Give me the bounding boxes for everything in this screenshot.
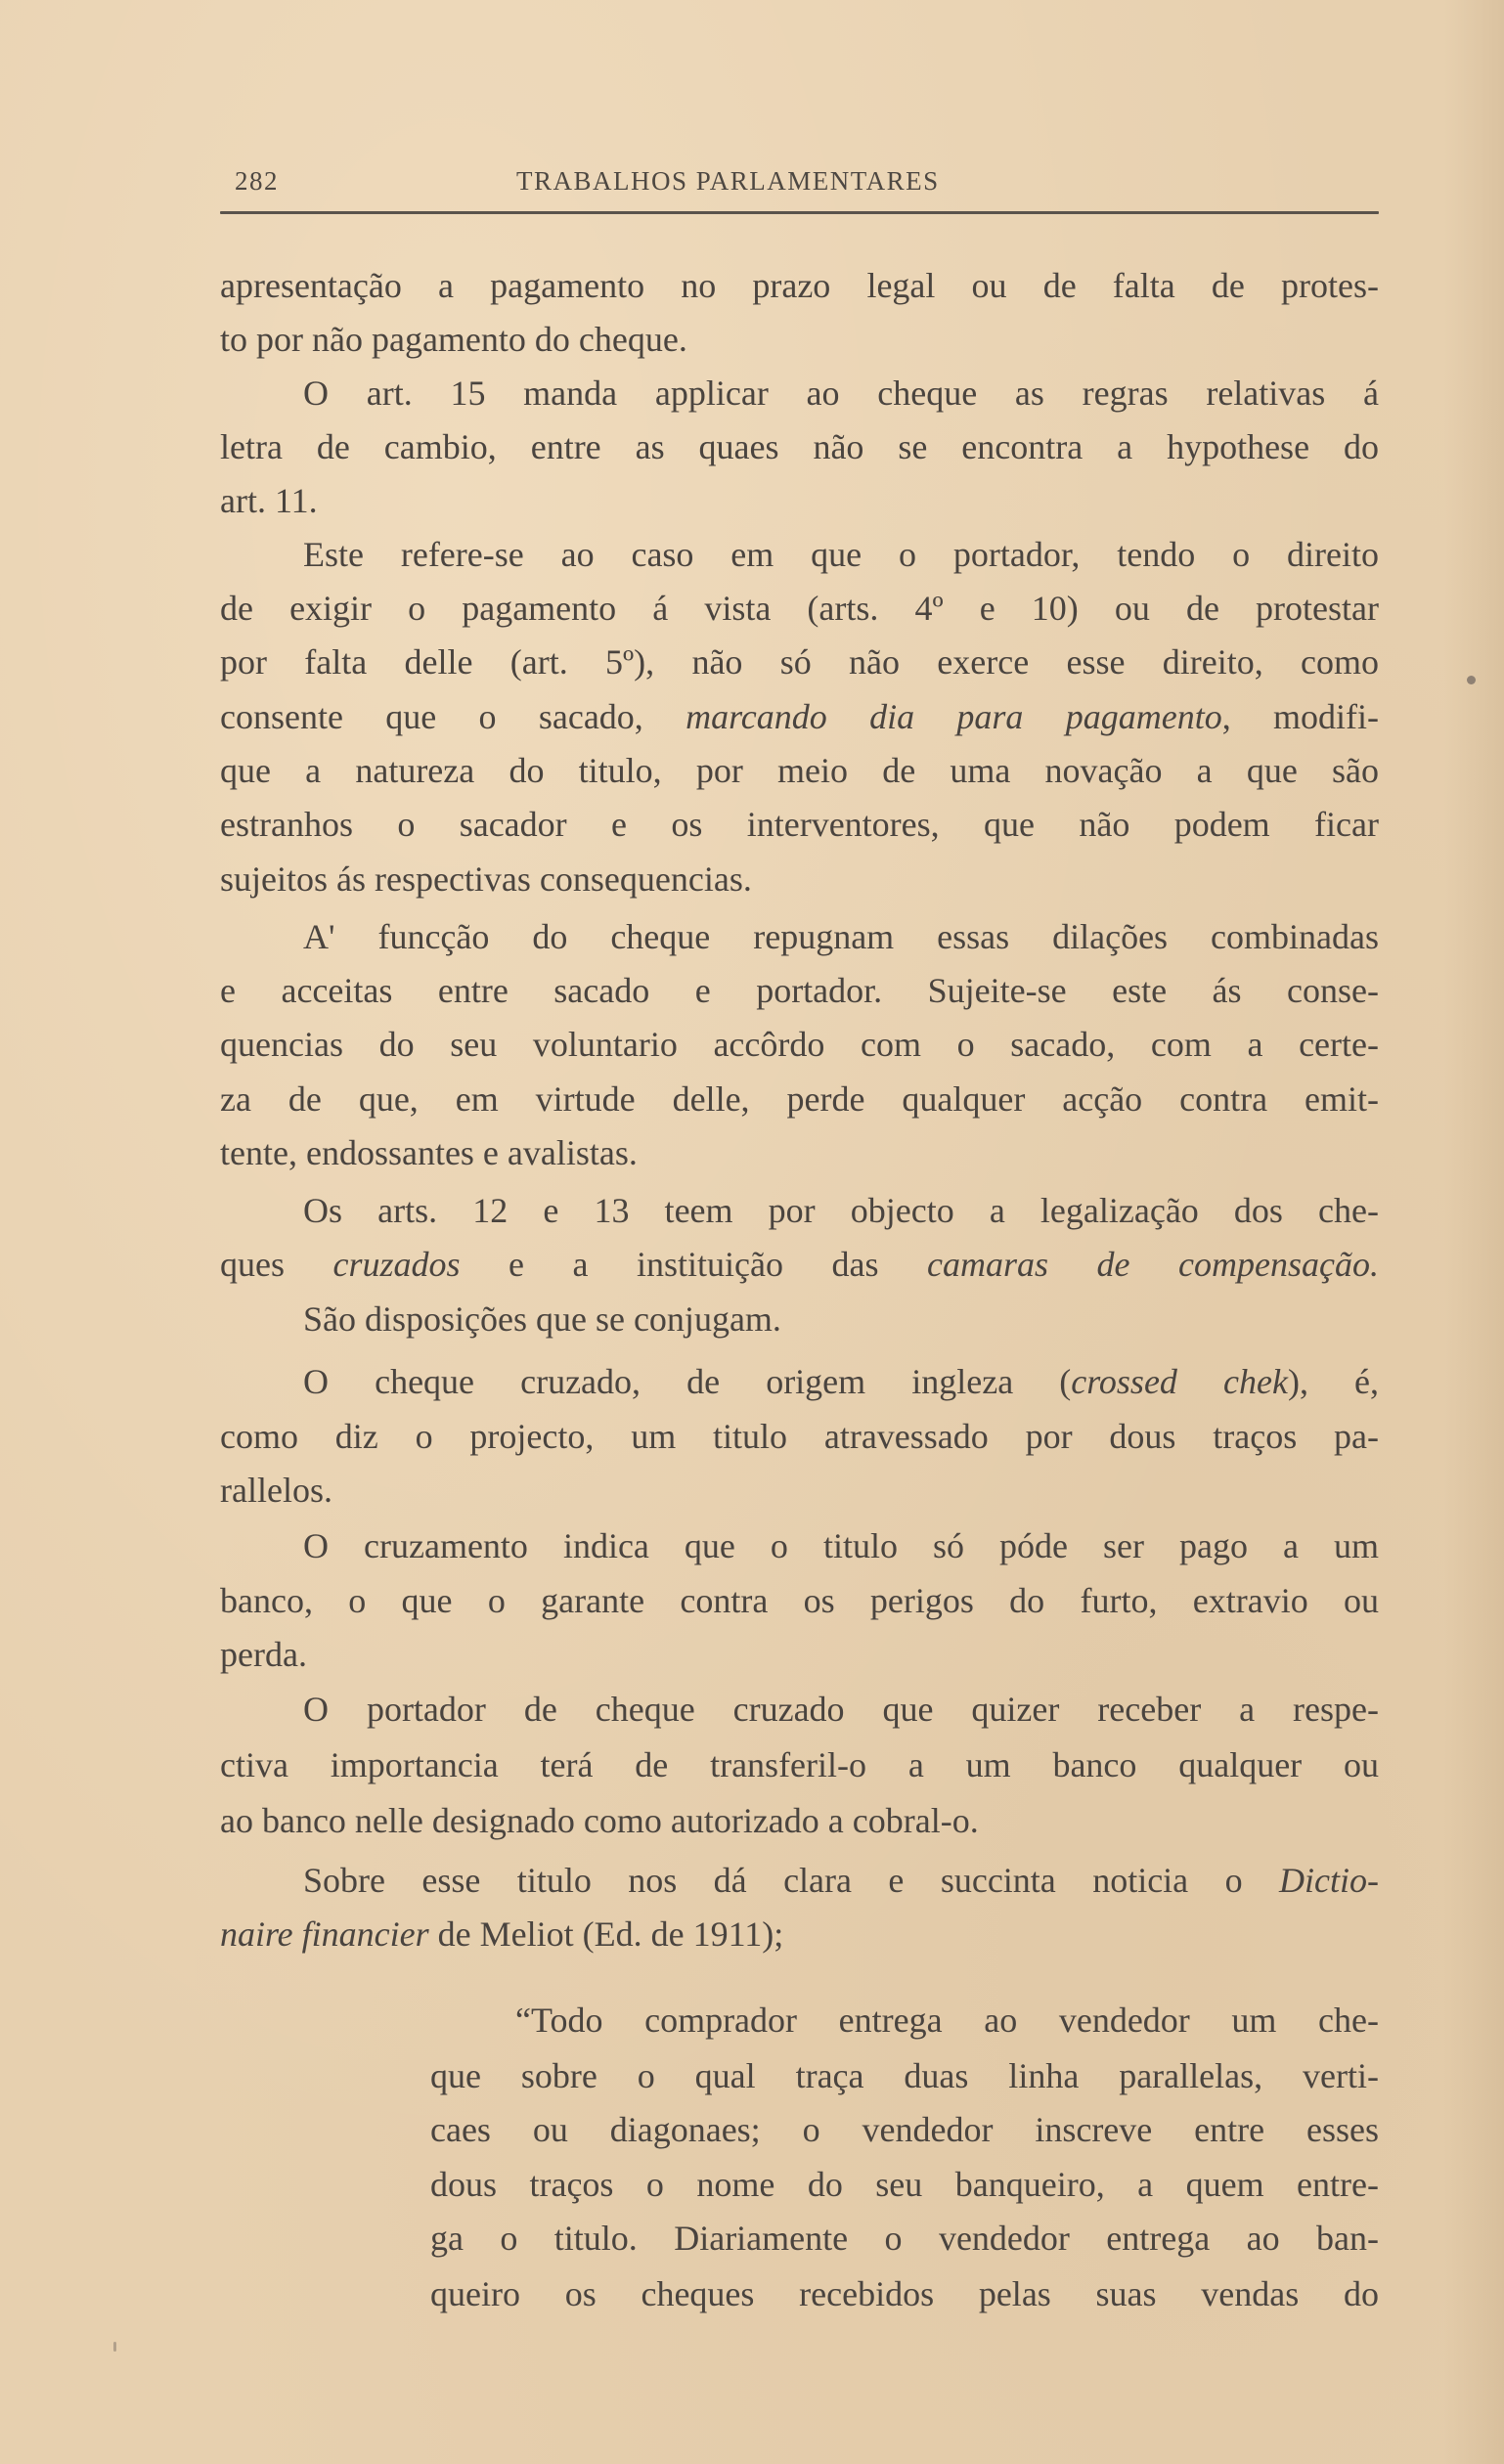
text-segment: , modifi-: [1221, 697, 1379, 736]
text-line: [220, 473, 1379, 528]
text-segment: sujeitos ás respectivas consequencias.: [220, 859, 752, 899]
text-line: [430, 2211, 1379, 2266]
text-line: [220, 1125, 1379, 1180]
italic-text: crossed chek: [1071, 1362, 1288, 1401]
text-segment: “Todo comprador entrega ao vendedor um che-: [515, 2001, 1379, 2040]
text-line: [220, 1463, 1379, 1518]
text-line: [430, 2266, 1379, 2321]
text-segment: O cruzamento indica que o titulo só póde ser pago a um: [303, 1526, 1379, 1565]
text-segment: e acceitas entre sacado e portador. Sujeite-se este ás conse-: [220, 971, 1379, 1010]
text-line: [220, 1409, 1379, 1464]
text-line: [220, 797, 1379, 852]
page-number: 282: [235, 166, 279, 196]
text-line: [220, 1907, 1379, 1961]
text-line: [220, 1627, 1379, 1682]
text-segment: e a instituição das: [460, 1245, 928, 1284]
text-line: [220, 581, 1379, 636]
text-segment: que a natureza do titulo, por meio de uma novação a que são: [220, 751, 1379, 790]
text-segment: consente que o sacado,: [220, 697, 686, 736]
text-line: [220, 1738, 1379, 1792]
text-segment: banco, o que o garante contra os perigos do furto, extravio ou: [220, 1581, 1379, 1620]
text-segment: perda.: [220, 1635, 307, 1674]
text-line: [220, 963, 1379, 1018]
text-segment: O art. 15 manda applicar ao cheque as regras relativas á: [303, 374, 1379, 413]
header-rule: [220, 211, 1379, 214]
text-line: [430, 2157, 1379, 2212]
text-segment: O portador de cheque cruzado que quizer receber a respe-: [303, 1690, 1379, 1729]
text-line: [303, 1183, 1379, 1238]
text-segment: queiro os cheques recebidos pelas suas vendas do: [430, 2274, 1379, 2313]
running-head: [235, 166, 1379, 205]
text-line: [220, 258, 1379, 313]
paper-speck: [1467, 676, 1476, 684]
italic-text: cruzados: [332, 1245, 461, 1284]
text-segment: Este refere-se ao caso em que o portador, tendo o direito: [303, 535, 1379, 574]
text-line: [220, 419, 1379, 474]
text-segment: art. 11.: [220, 481, 318, 520]
text-line: [303, 1853, 1379, 1908]
text-segment: za de que, em virtude delle, perde qualquer acção contra emit-: [220, 1079, 1379, 1119]
text-segment: to por não pagamento do cheque.: [220, 320, 687, 359]
text-line: [220, 1017, 1379, 1072]
text-line: [220, 1237, 1379, 1292]
text-line: [303, 909, 1379, 964]
text-line: [303, 366, 1379, 420]
text-line: [220, 1573, 1379, 1628]
text-segment: ga o titulo. Diariamente o vendedor entrega ao ban-: [430, 2219, 1379, 2258]
text-line: [303, 1354, 1379, 1409]
text-line: [303, 1518, 1379, 1573]
italic-text: camaras de compensação.: [927, 1245, 1379, 1284]
text-segment: ), é,: [1287, 1362, 1380, 1401]
text-segment: como diz o projecto, um titulo atravessado por dous traços pa-: [220, 1417, 1379, 1456]
text-segment: estranhos o sacador e os interventores, que não podem ficar: [220, 805, 1379, 844]
text-line: [220, 1793, 1379, 1848]
italic-text: Dictio-: [1279, 1861, 1379, 1900]
text-line: [303, 1292, 1379, 1346]
text-line: [303, 527, 1379, 582]
paper-speck: [113, 2342, 116, 2352]
text-line: [220, 852, 1379, 906]
running-title: TRABALHOS PARLAMENTARES: [516, 166, 940, 196]
text-segment: por falta delle (art. 5º), não só não exerce esse direito, como: [220, 642, 1379, 682]
text-line: [220, 312, 1379, 367]
text-segment: ctiva importancia terá de transferil-o a um banco qualquer ou: [220, 1745, 1379, 1784]
text-segment: que sobre o qual traça duas linha parallelas, verti-: [430, 2056, 1379, 2095]
italic-text: naire financier: [220, 1914, 429, 1954]
text-segment: Os arts. 12 e 13 teem por objecto a legalização dos che-: [303, 1191, 1379, 1230]
text-segment: A' funcção do cheque repugnam essas dilações combinadas: [303, 917, 1379, 956]
text-segment: letra de cambio, entre as quaes não se encontra a hypothese do: [220, 427, 1379, 466]
text-line: [220, 635, 1379, 689]
text-line: [220, 1072, 1379, 1126]
text-line: [303, 1682, 1379, 1737]
text-segment: ao banco nelle designado como autorizado a cobral-o.: [220, 1801, 979, 1840]
text-segment: de exigir o pagamento á vista (arts. 4º e 10) ou de protestar: [220, 589, 1379, 628]
text-segment: tente, endossantes e avalistas.: [220, 1133, 638, 1172]
text-line: [220, 689, 1379, 744]
text-segment: rallelos.: [220, 1471, 332, 1510]
italic-text: marcando dia para pagamento: [686, 697, 1222, 736]
text-line: [430, 2102, 1379, 2157]
text-segment: apresentação a pagamento no prazo legal ou de falta de protes-: [220, 266, 1379, 305]
text-segment: caes ou diagonaes; o vendedor inscreve entre esses: [430, 2110, 1379, 2149]
text-segment: O cheque cruzado, de origem ingleza (: [303, 1362, 1072, 1401]
text-segment: São disposições que se conjugam.: [303, 1299, 781, 1339]
text-segment: ques: [220, 1245, 333, 1284]
text-segment: quencias do seu voluntario accôrdo com o sacado, com a certe-: [220, 1025, 1379, 1064]
text-line: [515, 1993, 1379, 2047]
text-line: [430, 2048, 1379, 2103]
text-segment: Sobre esse titulo nos dá clara e succinta noticia o: [303, 1861, 1280, 1900]
text-segment: dous traços o nome do seu banqueiro, a quem entre-: [430, 2165, 1379, 2204]
text-segment: de Meliot (Ed. de 1911);: [428, 1914, 784, 1954]
text-line: [220, 743, 1379, 798]
